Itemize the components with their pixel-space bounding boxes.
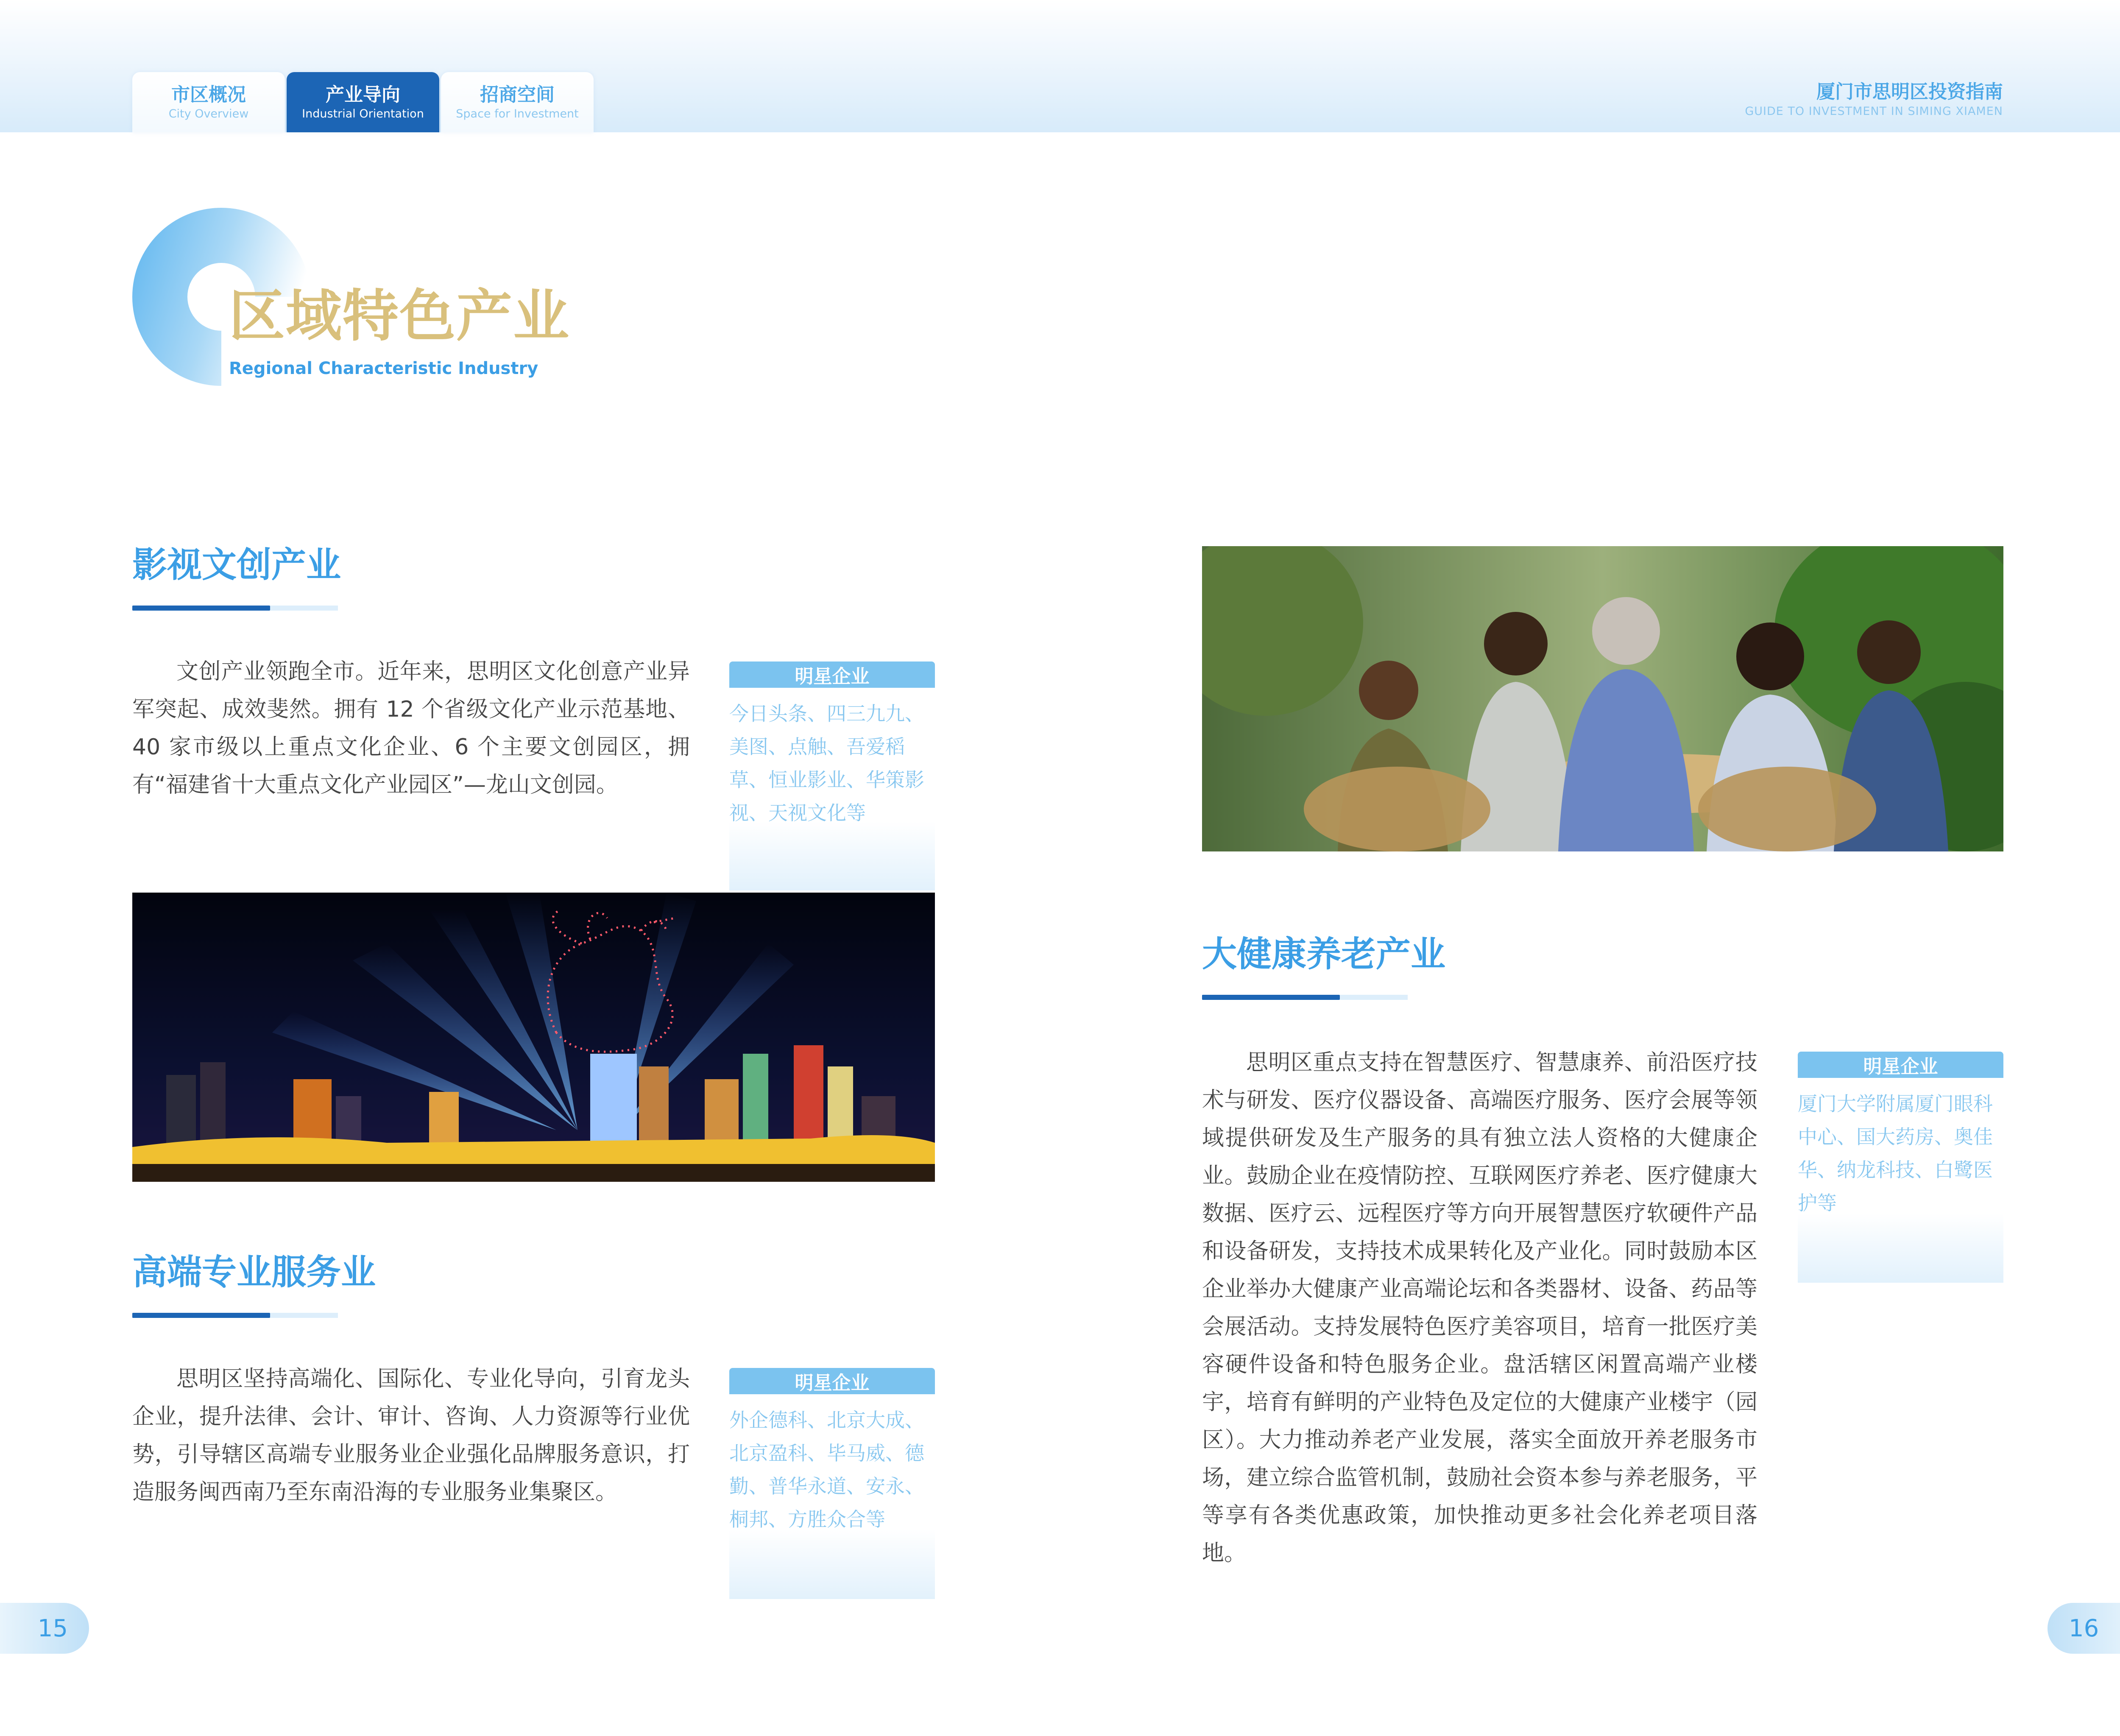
page-number-left: 15 [0, 1603, 89, 1654]
section-body-health: 思明区重点支持在智慧医疗、智慧康养、前沿医疗技术与研发、医疗仪器设备、高端医疗服务、医疗会展等领域提供研发及生产服务的具有独立法人资格的大健康企业。鼓励企业在疫情防控、互联网医疗养老、医疗健康大数据、医疗云、远程医疗等方向开展智慧医疗软硬件产品和设备研发，支持技术成果转化及产业化。同时鼓励本区企业举办大健康产业高端论坛和各类器材、设备、药品等会展活动。支持发展特色医疗美容项目，培育一批医疗美容硬件设备和特色服务企业。盘活辖区闲置高端产业楼宇，培育有鲜明的产业特色及定位的大健康产业楼宇（园区）。大力推动养老产业发展，落实全面放开养老服务市场，建立综合监管机制，鼓励社会资本参与养老服务，平等享有各类优惠政策，加快推动更多社会化养老项目落地。 [1202, 1050, 1757, 1566]
section-body-film: 文创产业领跑全市。近年来，思明区文化创意产业异军突起、成效斐然。拥有 12 个省级文化产业示范基地、40 家市级以上重点文化企业、6 个主要文创园区，拥有“福建省十大重点文化产业园区”—龙山文创园。 [132, 659, 690, 798]
tab-industrial-orientation[interactable] [287, 72, 439, 132]
section-underline [1202, 995, 1408, 1000]
tab-space-for-investment[interactable] [441, 72, 594, 132]
star-companies-list: 厦门大学附属厦门眼科中心、国大药房、奥佳华、纳龙科技、白鹭医护等 [1798, 1092, 1993, 1214]
tab-label-en: City Overview [168, 107, 249, 120]
section-tabs [132, 72, 594, 132]
section-underline [132, 606, 338, 611]
tab-label: 产业导向 [326, 84, 400, 106]
page-title-en: Regional Characteristic Industry [229, 359, 538, 378]
page-number-right: 16 [2047, 1603, 2120, 1654]
tea-gathering-photo [1202, 546, 2003, 851]
section-heading-health: 大健康养老产业 [1202, 934, 1446, 974]
tab-label: 市区概况 [171, 84, 246, 106]
section-underline [132, 1313, 338, 1318]
star-companies-box-service [729, 1368, 935, 1599]
tab-label: 招商空间 [480, 84, 555, 106]
tab-label-en: Industrial Orientation [302, 107, 424, 120]
star-label: 明星企业 [729, 1368, 935, 1394]
star-companies-list: 外企德科、北京大成、北京盈科、毕马威、德勤、普华永道、安永、桐邦、方胜众合等 [729, 1409, 924, 1531]
section-heading-film: 影视文创产业 [132, 545, 341, 585]
page-title: 区域特色产业 [229, 284, 570, 349]
tab-label-en: Space for Investment [456, 107, 579, 120]
star-companies-box-film [729, 661, 935, 890]
section-heading-service: 高端专业服务业 [132, 1252, 376, 1292]
star-label: 明星企业 [729, 661, 935, 688]
night-skyline-photo [132, 893, 935, 1182]
guide-title [1745, 80, 2003, 119]
guide-title-en: GUIDE TO INVESTMENT IN SIMING XIAMEN [1745, 105, 2003, 118]
guide-title-cn: 厦门市思明区投资指南 [1816, 81, 2003, 103]
star-label: 明星企业 [1798, 1052, 2003, 1078]
star-companies-list: 今日头条、四三九九、美图、点触、吾爱稻草、恒业影业、华策影视、天视文化等 [729, 702, 924, 824]
section-body-service: 思明区坚持高端化、国际化、专业化导向，引育龙头企业，提升法律、会计、审计、咨询、人力资源等行业优势，引导辖区高端专业服务业企业强化品牌服务意识，打造服务闽西南乃至东南沿海的专业服务业集聚区。 [132, 1366, 690, 1505]
star-companies-box-health [1798, 1052, 2003, 1283]
tab-city-overview[interactable] [132, 72, 285, 132]
